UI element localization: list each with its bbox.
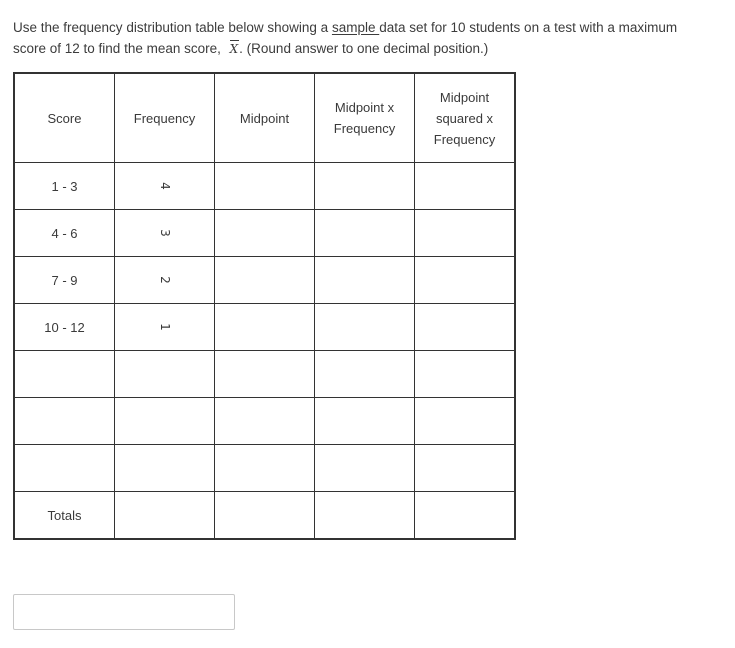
table-row: [14, 351, 515, 398]
header-msxf-line-2: squared x: [435, 110, 494, 126]
sample-underlined: sample: [331, 20, 380, 35]
header-msxf-line-3: Frequency: [433, 131, 496, 147]
cell-midpoint: [215, 210, 315, 257]
cell-frequency: [115, 163, 215, 210]
cell-midpoint-squared-x-frequency: [415, 304, 516, 351]
frequency-value: 4: [157, 182, 172, 190]
header-frequency-line: Frequency: [133, 110, 196, 126]
header-row: [14, 73, 515, 163]
cell-midpoint: [215, 492, 315, 540]
frequency-value: 2: [157, 276, 172, 284]
header-msxf-line-1: Midpoint: [439, 89, 490, 105]
question-text: [13, 17, 713, 60]
cell-midpoint-x-frequency: [315, 398, 415, 445]
cell-midpoint-x-frequency: [315, 304, 415, 351]
x-bar-symbol: X: [229, 39, 240, 60]
table-row: [14, 445, 515, 492]
question-part-1: Use the frequency distribution table below showing a: [13, 20, 332, 35]
header-frequency: [115, 73, 215, 163]
cell-midpoint: [215, 398, 315, 445]
cell-frequency: [115, 351, 215, 398]
cell-midpoint-x-frequency: [315, 445, 415, 492]
cell-midpoint-x-frequency: [315, 257, 415, 304]
cell-midpoint-x-frequency: [315, 210, 415, 257]
cell-score: 7 - 9: [14, 257, 115, 304]
cell-score: 4 - 6: [14, 210, 115, 257]
cell-frequency: [115, 304, 215, 351]
totals-row: [14, 492, 515, 540]
cell-midpoint-x-frequency: [315, 492, 415, 540]
frequency-value: 1: [157, 323, 172, 331]
table-row: [14, 398, 515, 445]
question-part-3: . (Round answer to one decimal position.): [239, 41, 489, 56]
header-midpoint: [215, 73, 315, 163]
table-row: [14, 163, 515, 210]
cell-midpoint-x-frequency: [315, 163, 415, 210]
cell-score: 10 - 12: [14, 304, 115, 351]
cell-midpoint: [215, 257, 315, 304]
cell-frequency: [115, 210, 215, 257]
cell-score: [14, 398, 115, 445]
cell-midpoint-squared-x-frequency: [415, 163, 516, 210]
cell-midpoint-squared-x-frequency: [415, 351, 516, 398]
header-midpoint-squared-x-frequency: [415, 73, 516, 163]
header-midpoint-line: Midpoint: [239, 110, 290, 126]
header-score-line: Score: [47, 110, 82, 126]
table-row: [14, 304, 515, 351]
question-part-2: data set for 10 students on a test with a maximum score of 12 to find the mean score,: [13, 20, 678, 56]
cell-frequency: [115, 257, 215, 304]
cell-score: [14, 351, 115, 398]
header-mxf-line-2: Frequency: [333, 121, 396, 136]
cell-score: [14, 445, 115, 492]
table-row: [14, 210, 515, 257]
cell-midpoint-squared-x-frequency: [415, 445, 516, 492]
cell-midpoint-squared-x-frequency: [415, 398, 516, 445]
table-row: [14, 257, 515, 304]
cell-midpoint-squared-x-frequency: [415, 210, 516, 257]
cell-midpoint-squared-x-frequency: [415, 257, 516, 304]
cell-frequency: [115, 398, 215, 445]
cell-midpoint: [215, 351, 315, 398]
cell-totals-label: Totals: [14, 492, 115, 540]
cell-midpoint-squared-x-frequency: [415, 492, 516, 540]
header-mxf-line-1: Midpoint x: [334, 100, 395, 115]
cell-frequency: [115, 492, 215, 540]
cell-midpoint: [215, 163, 315, 210]
header-score: [14, 73, 115, 163]
cell-midpoint-x-frequency: [315, 351, 415, 398]
header-midpoint-x-frequency: [315, 73, 415, 163]
cell-frequency: [115, 445, 215, 492]
cell-midpoint: [215, 445, 315, 492]
answer-input[interactable]: [13, 594, 235, 630]
cell-midpoint: [215, 304, 315, 351]
cell-score: 1 - 3: [14, 163, 115, 210]
frequency-table: [13, 72, 516, 540]
frequency-value: 3: [157, 229, 172, 237]
